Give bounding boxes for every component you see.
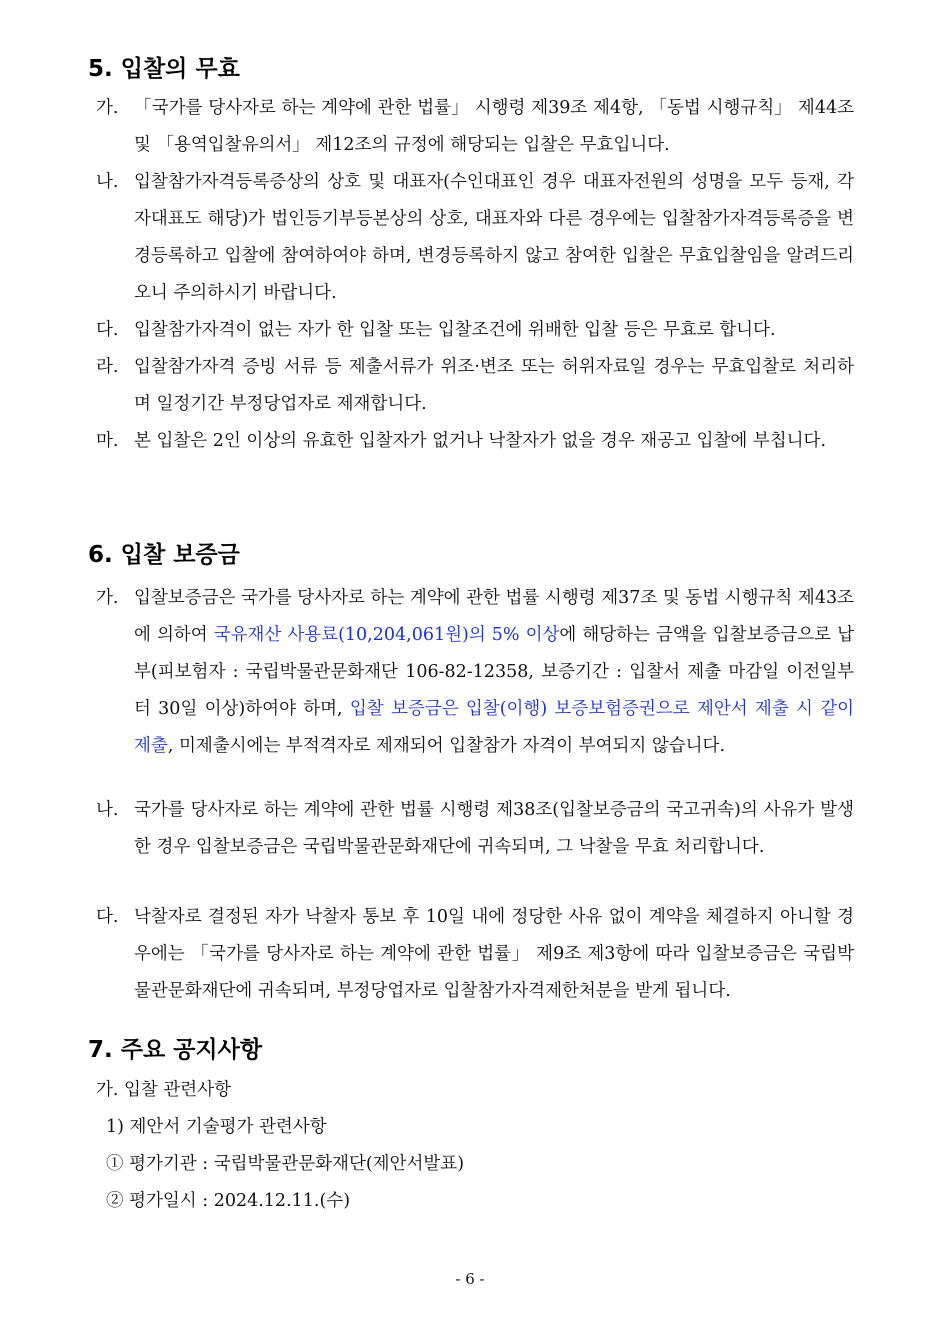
item-text: 본 입찰은 2인 이상의 유효한 입찰자가 없거나 낙찰자가 없을 경우 재공고 입찰에 부칩니다. [134, 431, 827, 451]
item-label: 다. [96, 907, 119, 927]
notice-circle-1: ① 평가기관 : 국립박물관문화재단(제안서발표) [106, 1154, 465, 1174]
text-segment: , 미제출시에는 부적격자로 제재되어 입찰참가 자격이 부여되지 않습니다. [167, 736, 726, 756]
text-segment: 에 해당하는 금액을 입찰보증금으로 납부(피보험자 : 국립박물관문화재단 106-82-12358, 보증기간 : 입찰서 제출 마감일 이전일부터 30일 이상)하여야 하며, [134, 625, 855, 719]
item-text: 「국가를 당사자로 하는 계약에 관한 법률」 시행령 제39조 제4항, 「동법 시행규칙」 제44조 및 「용역입찰유의서」 제12조의 규정에 해당되는 입찰은 무효입니다. [134, 98, 854, 155]
item-text [134, 580, 854, 765]
section-5-item-na [96, 164, 854, 312]
section-6-item-na [96, 792, 854, 866]
notice-circle-2: ② 평가일시 : 2024.12.11.(수) [106, 1191, 351, 1211]
item-label: 가. [96, 588, 119, 608]
item-text: 국가를 당사자로 하는 계약에 관한 법률 시행령 제38조(입찰보증금의 국고귀속)의 사유가 발생한 경우 입찰보증금은 국립박물관문화재단에 귀속되며, 그 낙찰을 무효 처리합니다. [134, 800, 854, 857]
item-text: 낙찰자로 결정된 자가 낙찰자 통보 후 10일 내에 정당한 사유 없이 계약을 체결하지 아니할 경우에는 「국가를 당사자로 하는 계약에 관한 법률」 제9조 제3항에 따라 입찰보증금은 국립박물관문화재단에 귀속되며, 부정당업자로 입찰참가자격제한처분을 받게 됩니다. [134, 907, 854, 1001]
section-5-item-ra [96, 349, 854, 423]
highlight-bond-submission: 입찰 보증금은 입찰(이행) 보증보험증권으로 제안서 제출 시 같이 제출 [134, 699, 854, 756]
item-label: 나. [96, 172, 119, 192]
item-text: 입찰참가자격이 없는 자가 한 입찰 또는 입찰조건에 위배한 입찰 등은 무효로 합니다. [134, 320, 776, 340]
item-text: 입찰참가자격등록증상의 상호 및 대표자(수인대표인 경우 대표자전원의 성명을 모두 등재, 각자대표도 해당)가 법인등기부등본상의 상호, 대표자와 다른 경우에는 입찰참가자격등록증을 변경등록하고 입찰에 참여하여야 하며, 변경등록하지 않고 참여한 입찰은 무효입찰임을 알려드리오니 주의하시기 바랍니다. [134, 172, 854, 303]
highlight-usage-fee: 국유재산 사용료(10,204,061원)의 5% 이상 [213, 625, 560, 645]
section-5-item-ma [96, 423, 854, 460]
section-5-item-ga [96, 90, 854, 164]
section-6-item-ga [96, 580, 854, 765]
section-5-item-da [96, 312, 854, 349]
notice-item-ga: 가. 입찰 관련사항 [96, 1080, 232, 1100]
item-label: 라. [96, 357, 119, 377]
page-number: - 6 - [455, 1270, 485, 1288]
item-label: 나. [96, 800, 119, 820]
item-label: 가. [96, 98, 119, 118]
notice-subitem-1: 1) 제안서 기술평가 관련사항 [106, 1117, 327, 1137]
item-label: 마. [96, 431, 119, 451]
section-6-title: 6. 입찰 보증금 [88, 542, 240, 568]
item-label: 다. [96, 320, 119, 340]
section-5-title: 5. 입찰의 무효 [88, 56, 240, 82]
section-6-item-da [96, 899, 854, 1010]
section-7-title: 7. 주요 공지사항 [88, 1037, 263, 1063]
item-text: 입찰참가자격 증빙 서류 등 제출서류가 위조·변조 또는 허위자료일 경우는 무효입찰로 처리하며 일정기간 부정당업자로 제재합니다. [134, 357, 854, 414]
text-segment: 입찰보증금은 국가를 당사자로 하는 계약에 관한 법률 시행령 제37조 및 동법 시행규칙 제43조에 의하여 [134, 588, 854, 645]
